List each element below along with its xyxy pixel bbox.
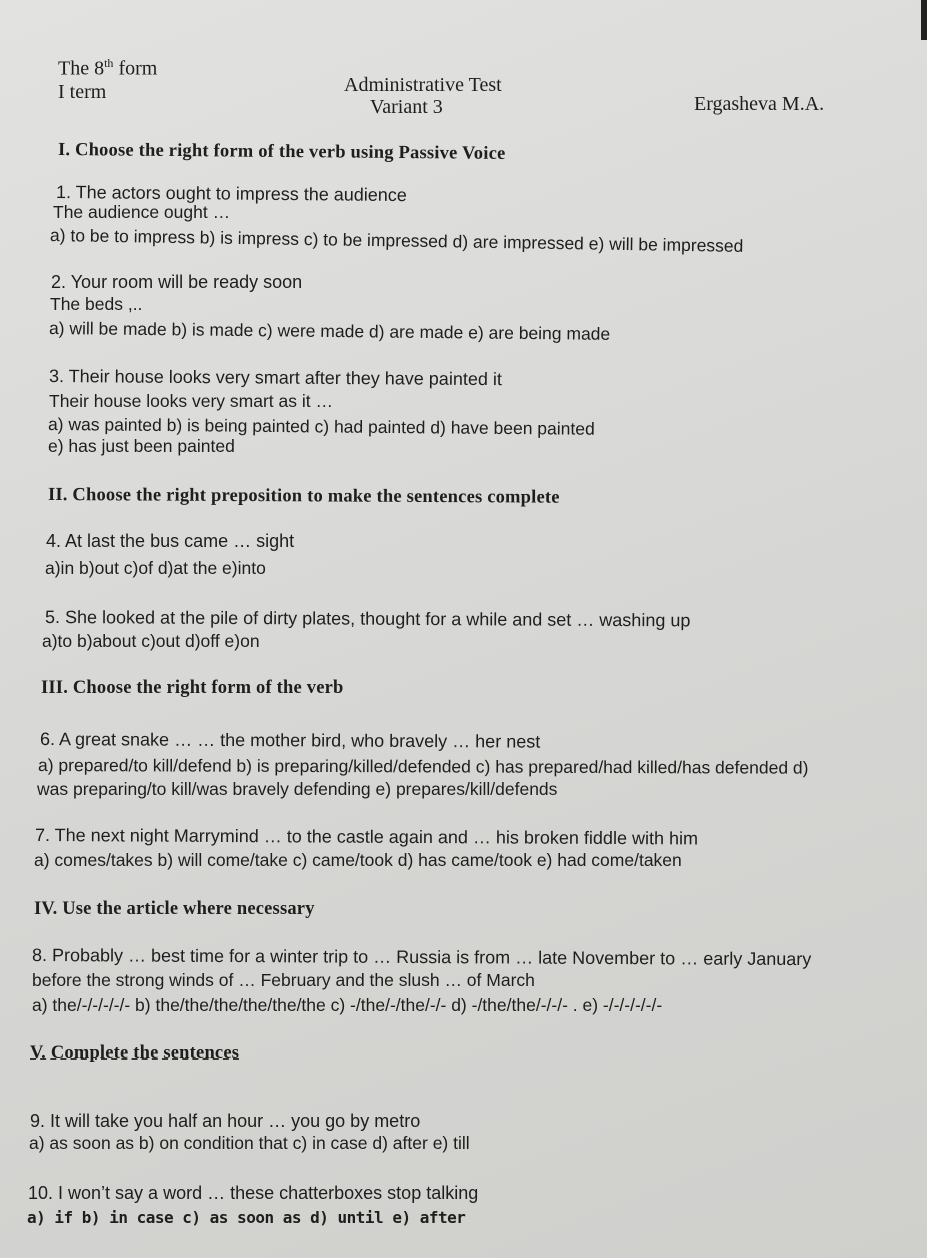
question-4-options: a)in b)out c)of d)at the e)into [45, 558, 266, 578]
question-3-line2: Their house looks very smart as it … [49, 391, 333, 411]
variant-label: Variant 3 [370, 96, 443, 118]
question-2-options: a) will be made b) is made c) were made d) are made e) are being made [48, 318, 611, 344]
question-6-options: a) prepared/to kill/defend b) is preparing/killed/defended c) has prepared/had killed/has defended d) [37, 755, 809, 778]
test-title: Administrative Test [344, 74, 502, 96]
question-7-prompt: 7. The next night Marrymind … to the castle again and … his broken fiddle with him [34, 825, 699, 849]
term-label: I term [58, 81, 107, 103]
teacher-name: Ergasheva M.A. [694, 93, 825, 115]
section-2-heading: II. Choose the right preposition to make the sentences complete [47, 485, 560, 508]
question-9-prompt: 9. It will take you half an hour … you go by metro [30, 1111, 421, 1131]
question-2-line2: The beds ,.. [50, 294, 143, 314]
question-1-line2: The audience ought … [53, 202, 231, 222]
question-3-prompt: 3. Their house looks very smart after they have painted it [48, 366, 502, 390]
question-8-line2: before the strong winds of … February and the slush … of March [32, 970, 535, 990]
section-4-heading: IV. Use the article where necessary [34, 899, 315, 919]
question-3-options-2: e) has just been painted [48, 436, 235, 456]
section-1-heading: I. Choose the right form of the verb using Passive Voice [57, 140, 506, 164]
question-10-options: a) if b) in case c) as soon as d) until e) after [27, 1208, 466, 1227]
question-9-options: a) as soon as b) on condition that c) in case d) after e) till [29, 1133, 470, 1153]
question-1-options: a) to be to impress b) is impress c) to be impressed d) are impressed e) will be impressed [49, 225, 744, 256]
question-3-options: a) was painted b) is being painted c) had painted d) have been painted [47, 414, 595, 439]
question-1-prompt: 1. The actors ought to impress the audience [55, 182, 407, 206]
section-3-heading: III. Choose the right form of the verb [41, 678, 344, 698]
question-5-options: a)to b)about c)out d)off e)on [42, 631, 260, 651]
section-5-heading: V. Complete the sentences [30, 1043, 240, 1063]
form-label: The 8th form [58, 56, 158, 80]
paper-edge [921, 0, 927, 40]
question-2-prompt: 2. Your room will be ready soon [51, 272, 303, 292]
question-8-options: a) the/-/-/-/-/- b) the/the/the/the/the/the c) -/the/-/the/-/- d) -/the/the/-/-/- . e) -/-/-/-/-/- [32, 995, 663, 1015]
question-5-prompt: 5. She looked at the pile of dirty plates, thought for a while and set … washing up [44, 607, 691, 631]
question-8-prompt: 8. Probably … best time for a winter trip to … Russia is from … late November to … early January [31, 945, 812, 970]
question-7-options: a) comes/takes b) will come/take c) came/took d) has came/took e) had come/taken [34, 850, 682, 870]
question-10-prompt: 10. I won’t say a word … these chatterboxes stop talking [28, 1183, 479, 1203]
question-6-options-2: was preparing/to kill/was bravely defending e) prepares/kill/defends [37, 779, 558, 799]
question-4-prompt: 4. At last the bus came … sight [46, 531, 295, 551]
question-6-prompt: 6. A great snake … … the mother bird, who bravely … her nest [39, 729, 541, 752]
